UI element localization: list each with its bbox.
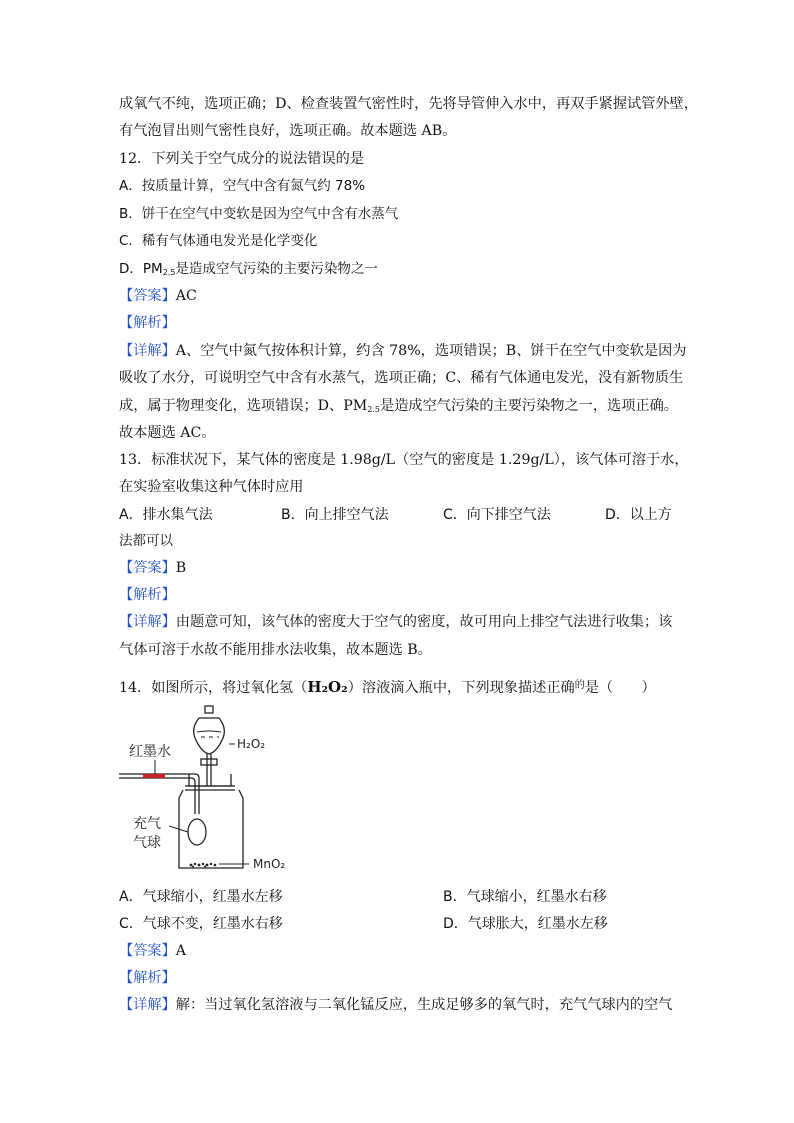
option-c: C．气球不变，红墨水右移: [119, 916, 283, 932]
answer-row: [119, 286, 197, 306]
balloon: [188, 819, 206, 845]
detail-line: 气体可溶于水故不能用排水法收集，故本题选 B。: [119, 642, 432, 658]
option-b: B．饼干在空气中变软是因为空气中含有水蒸气: [119, 206, 399, 222]
stopcock: [201, 759, 217, 765]
option-a: A．排水集气法: [119, 507, 213, 523]
option-b: B．气球缩小，红墨水右移: [443, 889, 607, 905]
question-12: 12．下列关于空气成分的说法错误的是: [119, 151, 365, 167]
funnel-stopper: [205, 706, 213, 713]
answer-row: [119, 558, 186, 578]
question-13-cont: 在实验室收集这种气体时应用: [119, 479, 304, 495]
analysis-tag: 【解析】: [119, 315, 176, 331]
answer-value: AC: [175, 288, 197, 304]
answer-tag: 【答案】: [119, 560, 176, 576]
option-d: D．$PM_{2.5}$是造成空气污染的主要污染物之一: [119, 261, 378, 277]
answer-row: [119, 941, 186, 961]
analysis-tag: 【解析】: [119, 587, 176, 603]
label-red-ink: 红墨水: [129, 744, 171, 760]
detail-tag: 【详解】: [119, 614, 176, 630]
h2o2-formula: H₂O₂: [307, 678, 348, 696]
option-a: A．按质量计算，空气中含有氮气约 78%: [119, 178, 366, 194]
question-14: 14．如图所示，将过氧化氢（H₂O₂）溶液滴入瓶中，下列现象描述正确$^的$是（ ）: [119, 678, 656, 696]
answer-value: B: [175, 560, 187, 576]
detail-line: 【详解】解：当过氧化氢溶液与二氧化锰反应，生成足够多的氧气时，充气气球内的空气: [119, 997, 673, 1013]
text-line: 成氧气不纯，选项正确；D、检查装置气密性时，先将导管伸入水中，再双手紧握试管外壁，: [119, 96, 698, 112]
detail-line: 【详解】由题意可知，该气体的密度大于空气的密度，故可用向上排空气法进行收集；该: [119, 614, 673, 630]
label-balloon-2: 气球: [133, 835, 161, 851]
question-13: 13．标准状况下，某气体的密度是 1.98g/L（空气的密度是 1.29g/L），该气体可溶于水，: [119, 452, 689, 468]
answer-tag: 【答案】: [119, 288, 176, 304]
text-line: 有气泡冒出则气密性良好，选项正确。故本题选 AB。: [119, 123, 457, 139]
label-h2o2: H₂O₂: [237, 737, 266, 751]
label-mno2: MnO₂: [253, 857, 286, 871]
option-c: C．稀有气体通电发光是化学变化: [119, 233, 318, 249]
apparatus-figure: [119, 704, 389, 879]
analysis-tag: 【解析】: [119, 970, 176, 986]
mno2-powder: [190, 863, 217, 868]
label-balloon-1: 充气: [133, 816, 161, 832]
funnel-bulb: [194, 718, 225, 754]
option-c: C．向下排空气法: [443, 507, 551, 523]
option-a: A．气球缩小，红墨水左移: [119, 889, 283, 905]
red-ink: [143, 774, 165, 778]
detail-line: 吸收了水分，可说明空气中含有水蒸气，选项正确；C、稀有气体通电发光，没有新物质生: [119, 370, 684, 386]
outlet-tube: [119, 774, 199, 814]
option-b: B．向上排空气法: [281, 507, 389, 523]
option-d: D．气球胀大，红墨水左移: [443, 916, 608, 932]
answer-tag: 【答案】: [119, 943, 176, 959]
option-d: D．以上方: [605, 507, 672, 523]
detail-line: 【详解】A、空气中氮气按体积计算，约含 78%，选项错误；B、饼干在空气中变软是因为: [119, 343, 687, 359]
detail-tag: 【详解】: [119, 997, 176, 1013]
answer-value: A: [175, 943, 187, 959]
detail-line: 成，属于物理变化，选项错误；D、$PM_{2.5}$是造成空气污染的主要污染物之一，选项正确。: [119, 398, 678, 414]
option-d-cont: 法都可以: [119, 533, 173, 549]
detail-line: 故本题选 AC。: [119, 425, 216, 441]
detail-tag: 【详解】: [119, 343, 176, 359]
